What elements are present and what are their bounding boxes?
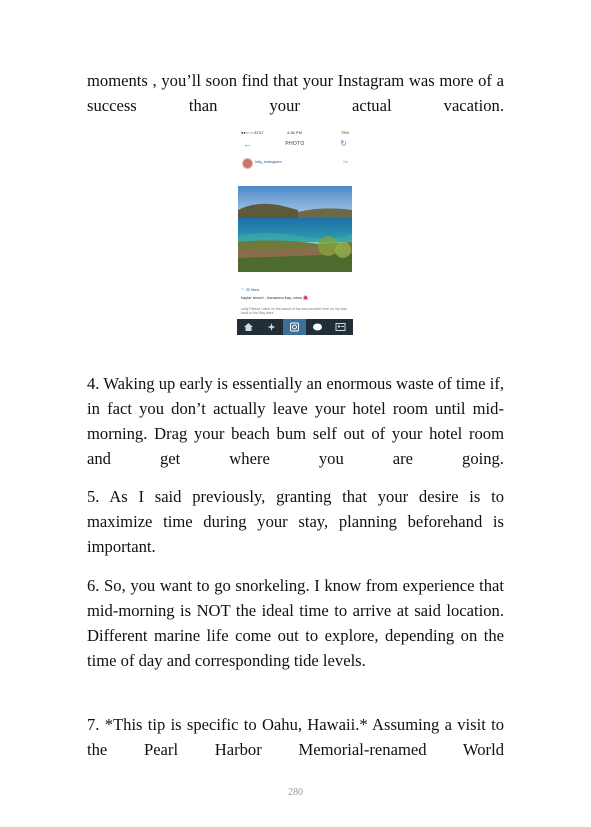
avatar[interactable] bbox=[242, 158, 253, 169]
tab-profile[interactable] bbox=[329, 319, 352, 335]
paragraph-intro: moments , you’ll soon find that your Instagram was more of a success than your actual vacation. bbox=[87, 71, 504, 115]
back-arrow-icon[interactable]: ← bbox=[243, 139, 252, 149]
post-time: 2w bbox=[342, 159, 348, 164]
status-carrier: ●●○○○ AT&T bbox=[241, 130, 264, 135]
explore-icon bbox=[266, 322, 277, 332]
status-bar bbox=[237, 130, 353, 136]
username[interactable]: lolly_instagram bbox=[255, 159, 282, 164]
tab-activity[interactable] bbox=[306, 319, 329, 335]
instagram-screenshot bbox=[237, 127, 353, 335]
beach-photo bbox=[238, 186, 352, 272]
status-time: 4:36 PM bbox=[287, 130, 302, 135]
refresh-icon[interactable]: ↻ bbox=[340, 139, 347, 148]
profile-icon bbox=[335, 322, 346, 332]
paragraph-tip-5: 5. As I said previously, granting that your desire is to maximize time during your stay, planning beforehand is important. bbox=[87, 487, 504, 556]
nav-title: PHOTO bbox=[285, 141, 305, 147]
activity-icon bbox=[312, 322, 323, 332]
likes-count[interactable] bbox=[241, 287, 259, 292]
status-battery: 75% bbox=[340, 130, 349, 135]
nav-bar bbox=[237, 139, 353, 151]
camera-icon bbox=[289, 322, 300, 332]
paragraph-tip-4: 4. Waking up early is essentially an enormous waste of time if, in fact you don’t actually leave your hotel room until mid-morning. Drag your beach bum self out of your hotel room and get where you are going. bbox=[87, 374, 504, 468]
page-number: 280 bbox=[288, 787, 303, 798]
tab-camera[interactable] bbox=[283, 319, 306, 335]
tab-home[interactable] bbox=[237, 319, 260, 335]
paragraph-tip-6: 6. So, you want to go snorkeling. I know from experience that mid-morning is NOT the ideal time to arrive at said location. Different marine life come out to explore, depending on the time of day and corresponding tide levels. bbox=[87, 576, 504, 670]
tab-explore[interactable] bbox=[260, 319, 283, 335]
comments: carly Please I wish on the island of the west snorkel here on my way back to the Bay Area bbox=[241, 307, 347, 315]
likes-text: 22 likes bbox=[245, 287, 260, 292]
paragraph-tip-7: 7. *This tip is specific to Oahu, Hawaii.* Assuming a visit to the Pearl Harbor Memorial-renamed World bbox=[87, 715, 504, 759]
home-icon bbox=[243, 322, 254, 332]
heart-icon: ♡ bbox=[241, 287, 246, 292]
caption: kaylar beach.. hanauma bay, oahu 🌺 bbox=[241, 295, 309, 300]
tab-bar bbox=[237, 319, 353, 335]
